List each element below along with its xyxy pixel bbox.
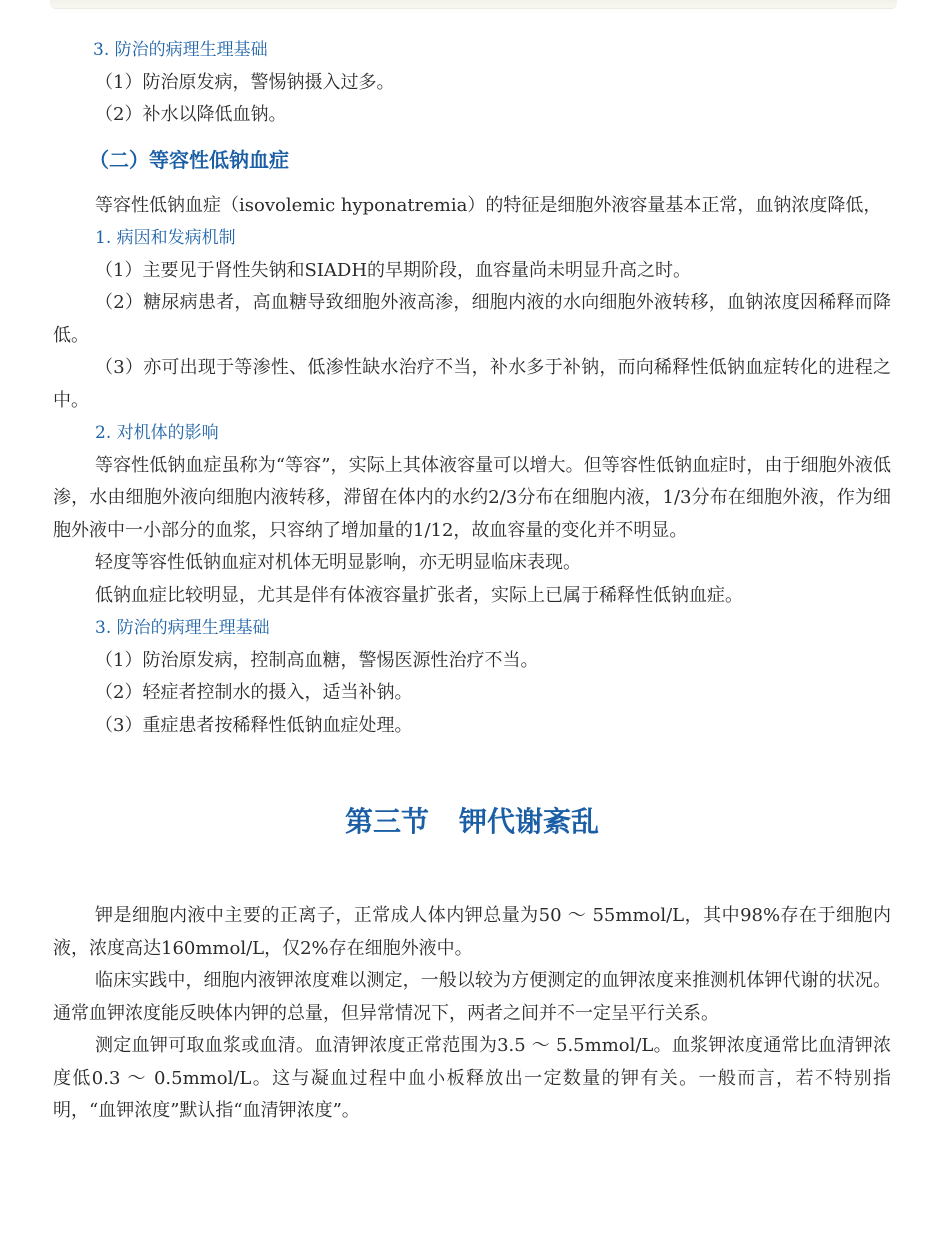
paragraph: 测定血钾可取血浆或血清。血清钾浓度正常范围为3.5 ～ 5.5mmol/L。血浆钾浓度通常比血清钾浓度低0.3 ～ 0.5mmol/L。这与凝血过程中血小板释放出一定数量的钾有关。一般而言，若不特别指明，“血钾浓度”默认指“血清钾浓度”。 bbox=[53, 1035, 891, 1121]
list-item: （3）亦可出现于等渗性、低渗性缺水治疗不当，补水多于补钠，而向稀释性低钠血症转化的进程之中。 bbox=[53, 357, 891, 411]
chapter-name: 钾代谢紊乱 bbox=[459, 805, 600, 838]
paragraph: 钾是细胞内液中主要的正离子，正常成人体内钾总量为50 ～ 55mmol/L，其中98%存在于细胞内液，浓度高达160mmol/L，仅2%存在细胞外液中。 bbox=[53, 905, 891, 959]
paragraph: 轻度等容性低钠血症对机体无明显影响，亦无明显临床表现。 bbox=[95, 552, 581, 573]
list-item: （1）主要见于肾性失钠和SIADH的早期阶段，血容量尚未明显升高之时。 bbox=[95, 259, 692, 281]
page-content bbox=[53, 34, 891, 1128]
list-item: （1）防治原发病，警惕钠摄入过多。 bbox=[95, 71, 395, 93]
paragraph: 低钠血症比较明显，尤其是伴有体液容量扩张者，实际上已属于稀释性低钠血症。 bbox=[95, 584, 743, 606]
list-item: （2）补水以降低血钠。 bbox=[95, 104, 287, 125]
list-item: （2）糖尿病患者，高血糖导致细胞外液高渗，细胞内液的水向细胞外液转移，血钠浓度因稀释而降低。 bbox=[53, 292, 891, 346]
chapter-title bbox=[53, 804, 891, 840]
paragraph-intro: 等容性低钠血症（isovolemic hyponatremia）的特征是细胞外液容量基本正常，血钠浓度降低， bbox=[95, 194, 882, 216]
section-heading-isovolemic: （二）等容性低钠血症 bbox=[89, 147, 289, 172]
list-item: （3）重症患者按稀释性低钠血症处理。 bbox=[95, 714, 413, 736]
list-item: （1）防治原发病，控制高血糖，警惕医源性治疗不当。 bbox=[95, 649, 539, 671]
subheading-prevention-b: 3. 防治的病理生理基础 bbox=[95, 618, 270, 638]
paragraph: 等容性低钠血症虽称为“等容”，实际上其体液容量可以增大。但等容性低钠血症时，由于细胞外液低渗，水由细胞外液向细胞内液转移，滞留在体内的水约2/3分布在细胞内液，1/3分布在细胞外液，作为细胞外液中一小部分的血浆，只容纳了增加量的1/12，故血容量的变化并不明显。 bbox=[53, 454, 891, 541]
list-item: （2）轻症者控制水的摄入，适当补钠。 bbox=[95, 682, 413, 703]
paragraph: 临床实践中，细胞内液钾浓度难以测定，一般以较为方便测定的血钾浓度来推测机体钾代谢的状况。通常血钾浓度能反映体内钾的总量，但异常情况下，两者之间并不一定呈平行关系。 bbox=[53, 970, 891, 1024]
subheading-etiology: 1. 病因和发病机制 bbox=[95, 228, 236, 248]
top-margin-band bbox=[50, 0, 897, 9]
subheading-effects: 2. 对机体的影响 bbox=[95, 423, 219, 443]
chapter-number: 第三节 bbox=[344, 805, 429, 838]
subheading-prevention-a: 3. 防治的病理生理基础 bbox=[93, 40, 268, 60]
